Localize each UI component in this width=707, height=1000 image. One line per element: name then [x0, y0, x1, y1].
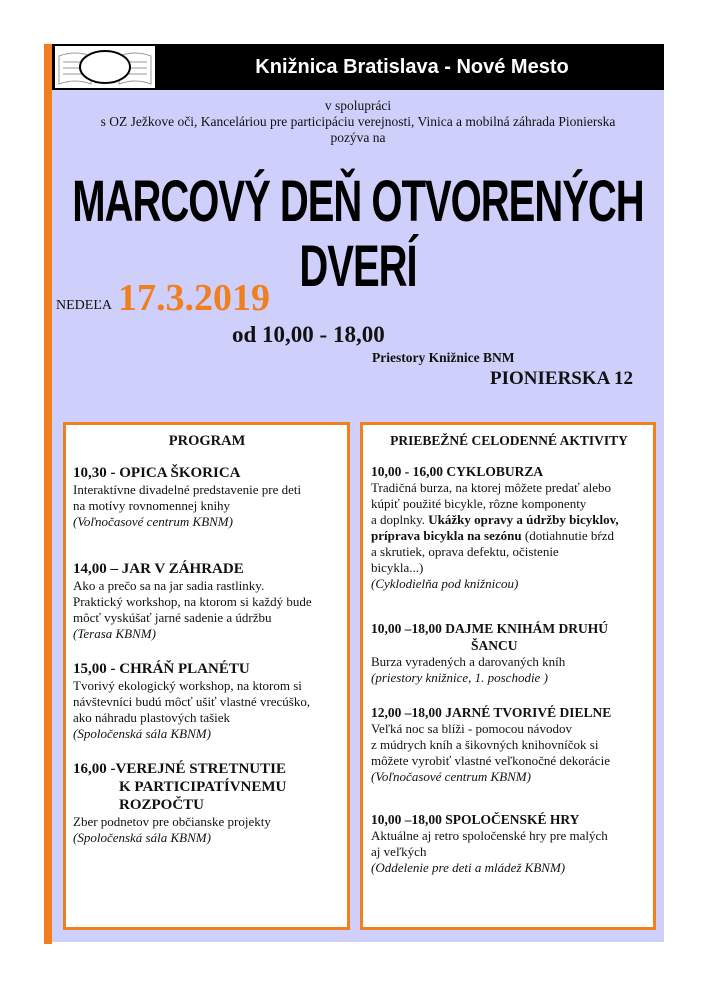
accent-bar	[44, 44, 52, 944]
item-text: Burza vyradených a darovaných kníh	[371, 654, 566, 669]
event-venue: Priestory Knižnice BNM	[372, 350, 515, 365]
item-text: návštevníci budú môcť ušiť vlastné vrecúško,	[73, 694, 311, 709]
event-time: od 10,00 - 18,00	[232, 322, 385, 347]
event-title: MARCOVÝ DEŇ OTVORENÝCH DVERÍ	[72, 170, 644, 300]
item-text: môžete vyrobiť vlastné veľkonočné dekorácie	[371, 753, 610, 768]
item-text	[371, 528, 647, 544]
item-text-bold: Ukážky opravy a údržby bicyklov,	[428, 512, 619, 527]
item-location: (Spoločenská sála KBNM)	[73, 726, 211, 741]
item-text	[371, 512, 647, 528]
item-title: 10,00 –18,00 DAJME KNIHÁM DRUHÚ	[371, 621, 608, 636]
program-item	[73, 660, 341, 742]
intro-text	[52, 98, 664, 146]
program-box	[63, 422, 350, 930]
item-text: Tradičná burza, na ktorej môžete predať alebo	[371, 480, 612, 495]
event-day: NEDEĽA	[56, 298, 112, 313]
item-text: Tvorivý ekologický workshop, na ktorom si	[73, 678, 302, 693]
item-title: 10,00 - 16,00 CYKLOBURZA	[371, 464, 544, 479]
item-title: 10,30 - OPICA ŠKORICA	[73, 465, 241, 481]
intro-line: s OZ Ježkove oči, Kanceláriou pre participáciu verejnosti, Vinica a mobilná záhrada Pionierska	[100, 114, 616, 129]
item-text: kúpiť použité bicykle, rôzne komponenty	[371, 496, 587, 511]
event-date: 17.3.2019	[118, 277, 270, 319]
activity-item	[371, 620, 647, 686]
item-text: Ako a prečo sa na jar sadia rastlinky.	[73, 578, 265, 593]
item-title: 14,00 – JAR V ZÁHRADE	[73, 561, 244, 577]
header-title: Knižnica Bratislava - Nové Mesto	[255, 56, 569, 78]
item-text: na motívy rovnomennej knihy	[73, 498, 231, 513]
item-text: aj veľkých	[371, 844, 427, 859]
item-text: z múdrych kníh a šikovných knihovníčok si	[371, 737, 599, 752]
activity-item	[371, 811, 647, 876]
item-title: 15,00 - CHRÁŇ PLANÉTU	[73, 661, 250, 677]
activity-item	[371, 463, 647, 592]
program-item	[73, 560, 341, 642]
program-item	[73, 760, 341, 846]
library-logo	[55, 46, 155, 88]
item-text: ako náhradu plastových tašiek	[73, 710, 231, 725]
item-text-part: (dotiahnutie bŕzd	[521, 528, 615, 543]
event-address: PIONIERSKA 12	[490, 368, 634, 389]
item-location: (Oddelenie pre deti a mládež KBNM)	[371, 860, 566, 875]
item-title: 10,00 –18,00 SPOLOČENSKÉ HRY	[371, 812, 580, 827]
item-text: Praktický workshop, na ktorom si každý bude	[73, 594, 312, 609]
item-title: K PARTICIPATÍVNEMU	[119, 779, 287, 795]
program-item	[73, 464, 341, 530]
item-title: 16,00 -VEREJNÉ STRETNUTIE	[73, 761, 286, 777]
item-text: Interaktívne divadelné predstavenie pre deti	[73, 482, 302, 497]
item-title: 12,00 –18,00 JARNÉ TVORIVÉ DIELNE	[371, 705, 612, 720]
item-location: (Terasa KBNM)	[73, 626, 156, 641]
item-location: (Spoločenská sála KBNM)	[73, 830, 211, 845]
item-title: ROZPOČTU	[119, 797, 205, 813]
item-title: ŠANCU	[471, 638, 518, 653]
item-text: Aktuálne aj retro spoločenské hry pre malých	[371, 828, 608, 843]
activities-heading: PRIEBEŽNÉ CELODENNÉ AKTIVITY	[390, 433, 628, 448]
item-location: (Voľnočasové centrum KBNM)	[371, 769, 531, 784]
item-location: (priestory knižnice, 1. poschodie )	[371, 670, 548, 685]
item-text: môcť vyskúšať jarné sadenie a údržbu	[73, 610, 272, 625]
item-text-bold: príprava bicykla na sezónu	[371, 528, 522, 543]
item-location: (Voľnočasové centrum KBNM)	[73, 514, 233, 529]
program-heading: PROGRAM	[168, 433, 246, 449]
item-text: Veľká noc sa blíži - pomocou návodov	[371, 721, 572, 736]
item-location: (Cyklodielňa pod knižnicou)	[371, 576, 519, 591]
item-text-part: a doplnky.	[371, 512, 429, 527]
intro-line: pozýva na	[330, 130, 386, 145]
activities-box	[360, 422, 656, 930]
item-text: Zber podnetov pre občianske projekty	[73, 814, 271, 829]
item-text: bicykla...)	[371, 560, 424, 575]
intro-line: v spolupráci	[324, 98, 392, 113]
item-text: a skrutiek, oprava defektu, očistenie	[371, 544, 559, 559]
activity-item	[371, 704, 647, 785]
